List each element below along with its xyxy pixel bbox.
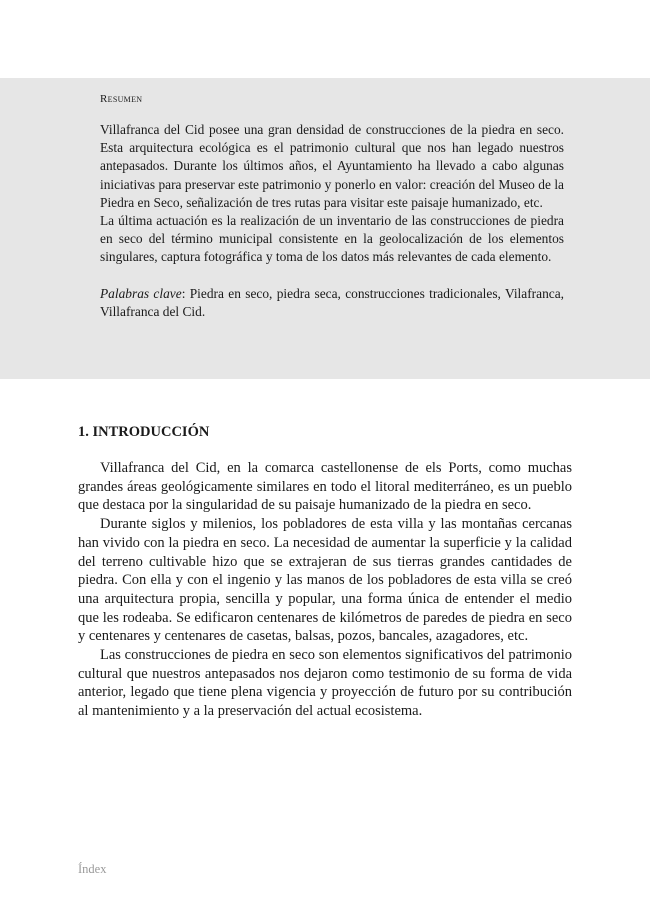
abstract-box [0,78,650,379]
abstract-paragraph-1: Villafranca del Cid posee una gran densidad de construcciones de la piedra en seco. Esta arquitectura ecológica es el patrimonio cultural que nos han legado nuestros antepasados. Durante los últimos años, el Ayuntamiento ha llevado a cabo algunas iniciativas para preservar este patrimonio y ponerlo en valor: creación del Museo de la Piedra en Seco, señalización de tres rutas para visitar este paisaje humanizado, etc. [100,122,564,210]
body-paragraph-1: Villafranca del Cid, en la comarca castellonense de els Ports, como muchas grandes áreas geológicamente similares en todo el litoral mediterráneo, es un pueblo que destaca por la singularidad de su paisaje humanizado de la piedra en seco. [78,460,572,514]
body-paragraph-3: Las construcciones de piedra en seco son elementos significativos del patrimonio cultural que nuestros antepasados nos dejaron como testimonio de su forma de vida anterior, legado que tiene plena vigencia y proyección de futuro por su contribución al mantenimiento y a la preservación del actual ecosistema. [78,647,572,720]
keywords-text: : Piedra en seco, piedra seca, construcciones tradicionales, Vilafranca, Villafranca del Cid. [100,285,565,319]
abstract-heading: Resumen [100,93,143,105]
abstract-paragraph-2: La última actuación es la realización de un inventario de las construcciones de piedra en seco del término municipal consistente en la geolocalización de los elementos singulares, captura fotográfica y toma de los datos más relevantes de cada elemento. [100,213,564,265]
keywords-label: Palabras clave [100,285,182,301]
index-link[interactable]: Índex [78,862,107,876]
body-paragraph-2: Durante siglos y milenios, los pobladores de esta villa y las montañas cercanas han vivido con la piedra en seco. La necesidad de aumentar la superficie y la calidad del terreno cultivable hizo que se extrajeran de sus tierras grandes cantidades de piedra. Con ella y con el ingenio y las manos de los pobladores de esta villa se creó una arquitectura propia, sencilla y popular, una forma única de entender el medio que les rodeaba. Se edificaron centenares de kilómetros de paredes de piedra en seco y centenares y centenares de casetas, balsas, pozos, bancales, azagadores, etc. [78,516,572,645]
abstract-content [100,92,564,321]
section-title: 1. INTRODUCCIÓN [78,424,210,440]
keywords [100,285,564,321]
section-body [78,459,572,721]
